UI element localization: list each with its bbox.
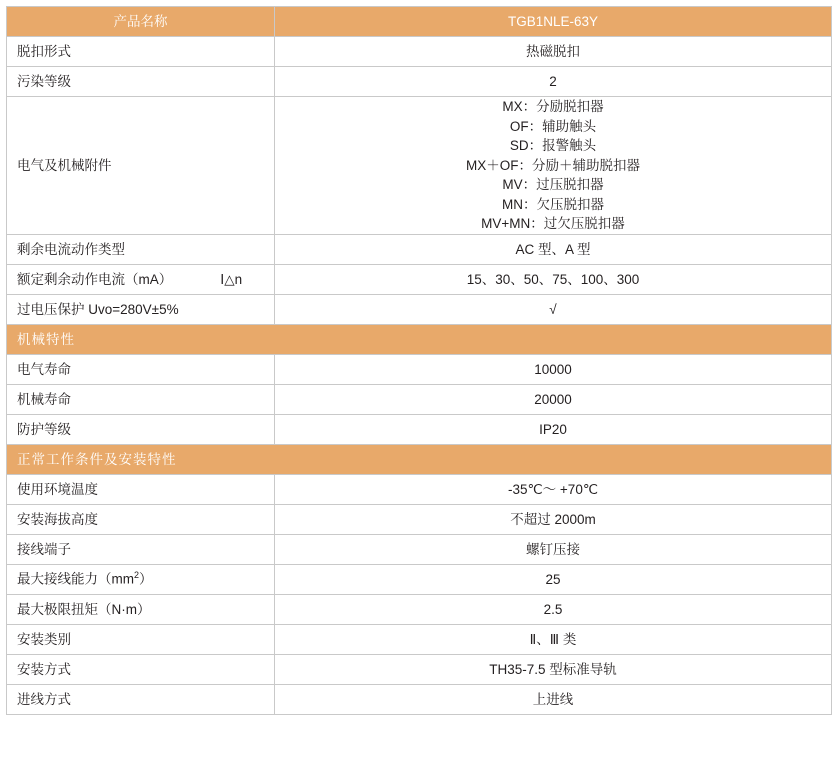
section-header-installation bbox=[7, 444, 832, 474]
row-value-max-torque: 2.5 bbox=[275, 594, 832, 624]
row-value-electrical-life: 10000 bbox=[275, 354, 832, 384]
row-value-installation-category: Ⅱ、Ⅲ 类 bbox=[275, 624, 832, 654]
section-header-installation-label: 正常工作条件及安装特性 bbox=[7, 444, 832, 474]
table-row bbox=[7, 684, 832, 714]
table-row-accessories bbox=[7, 97, 832, 235]
row-label-text: 额定剩余动作电流（mA） bbox=[17, 271, 173, 287]
row-label-protection-degree: 防护等级 bbox=[7, 414, 275, 444]
row-label-electrical-life: 电气寿命 bbox=[7, 354, 275, 384]
row-value-incoming-line: 上进线 bbox=[275, 684, 832, 714]
accessory-item: MX＋OF：分励＋辅助脱扣器 bbox=[466, 157, 640, 173]
row-label-tail: ） bbox=[139, 571, 153, 587]
header-label-cell: 产品名称 bbox=[7, 7, 275, 37]
table-row bbox=[7, 564, 832, 594]
header-value-cell: TGB1NLE-63Y bbox=[275, 7, 832, 37]
table-row bbox=[7, 594, 832, 624]
row-label-symbol: Ⅰ△n bbox=[220, 271, 243, 287]
row-value-rated-residual-current: 15、30、50、75、100、300 bbox=[275, 264, 832, 294]
row-value-accessories bbox=[275, 97, 832, 235]
row-value-terminal: 螺钉压接 bbox=[275, 534, 832, 564]
row-label-superscript: 2 bbox=[134, 570, 140, 581]
table-row bbox=[7, 354, 832, 384]
row-label-installation-method: 安装方式 bbox=[7, 654, 275, 684]
row-value-residual-current-type: AC 型、A 型 bbox=[275, 234, 832, 264]
row-value-installation-method: TH35-7.5 型标准导轨 bbox=[275, 654, 832, 684]
row-label-accessories: 电气及机械附件 bbox=[7, 97, 275, 235]
row-value-ambient-temperature: -35℃～ +70℃ bbox=[275, 474, 832, 504]
row-label-max-torque: 最大极限扭矩（N·m） bbox=[7, 594, 275, 624]
row-label-ambient-temperature: 使用环境温度 bbox=[7, 474, 275, 504]
table-row bbox=[7, 234, 832, 264]
table-row bbox=[7, 504, 832, 534]
row-label-text: 最大接线能力（mm bbox=[17, 571, 134, 587]
row-label-pollution-degree: 污染等级 bbox=[7, 67, 275, 97]
row-value-mechanical-life: 20000 bbox=[275, 384, 832, 414]
table-row bbox=[7, 294, 832, 324]
row-value-overvoltage-protection: √ bbox=[275, 294, 832, 324]
row-label-terminal: 接线端子 bbox=[7, 534, 275, 564]
row-label-incoming-line: 进线方式 bbox=[7, 684, 275, 714]
table-row bbox=[7, 624, 832, 654]
accessory-item: SD：报警触头 bbox=[509, 138, 597, 154]
product-specification-table bbox=[6, 6, 832, 715]
row-label-residual-current-type: 剩余电流动作类型 bbox=[7, 234, 275, 264]
table-row bbox=[7, 414, 832, 444]
row-label-mechanical-life: 机械寿命 bbox=[7, 384, 275, 414]
section-header-mechanical-label: 机械特性 bbox=[7, 324, 832, 354]
section-header-mechanical bbox=[7, 324, 832, 354]
table-row bbox=[7, 384, 832, 414]
row-label-overvoltage-protection: 过电压保护 Uvo=280V±5% bbox=[7, 294, 275, 324]
accessory-item: MX：分励脱扣器 bbox=[502, 99, 604, 114]
row-label-trip-type: 脱扣形式 bbox=[7, 37, 275, 67]
table-header-row bbox=[7, 7, 832, 37]
row-value-protection-degree: IP20 bbox=[275, 414, 832, 444]
row-value-altitude: 不超过 2000m bbox=[275, 504, 832, 534]
row-label-installation-category: 安装类别 bbox=[7, 624, 275, 654]
table-row bbox=[7, 474, 832, 504]
accessory-item: OF：辅助触头 bbox=[509, 118, 597, 134]
accessory-item: MN：欠压脱扣器 bbox=[502, 196, 604, 212]
table-row bbox=[7, 264, 832, 294]
table-row bbox=[7, 534, 832, 564]
row-label-altitude: 安装海拔高度 bbox=[7, 504, 275, 534]
row-value-max-wire-capacity: 25 bbox=[275, 564, 832, 594]
accessory-item: MV+MN：过欠压脱扣器 bbox=[481, 216, 625, 232]
row-label-rated-residual-current bbox=[7, 264, 275, 294]
row-label-max-wire-capacity bbox=[7, 564, 275, 594]
row-value-trip-type: 热磁脱扣 bbox=[275, 37, 832, 67]
accessory-item: MV：过压脱扣器 bbox=[502, 177, 604, 193]
table-row bbox=[7, 654, 832, 684]
row-value-pollution-degree: 2 bbox=[275, 67, 832, 97]
table-row bbox=[7, 37, 832, 67]
table-row bbox=[7, 67, 832, 97]
